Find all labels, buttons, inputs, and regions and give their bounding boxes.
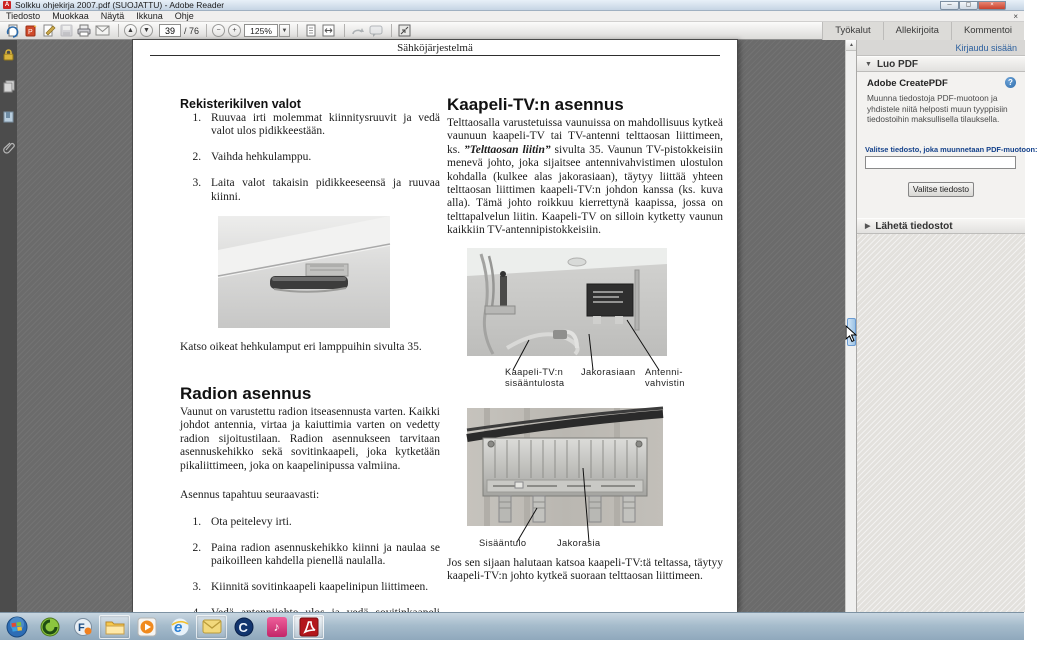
page-total-label: / 76 xyxy=(184,25,200,36)
menu-bar xyxy=(0,11,1024,22)
paragraph-text: sivulta 35. Vaunun TV-pistokkeisiin menevä johto, joka sijaitsee antennivahvistimen ulostulon kohdalla (kulkee alas jakorasiaan), täytyy liittää yhteen telttaosan liittimen kaapeli-TV:n johdon kanssa (ks. kuva alla). Tämä johto roikkuu kierrettynä kaapissa, jossa on telttapalvelun liitin. Kaapeli-TV on silloin kytketty vaunun kaikkiin TV-antennipistokkeisiin. xyxy=(447,143,723,237)
taskbar-icon-internet-explorer[interactable] xyxy=(163,614,196,640)
svg-text:e: e xyxy=(173,618,182,636)
photo-label: Jakorasia xyxy=(557,538,601,548)
chevron-right-icon: ▶ xyxy=(865,223,871,230)
close-button[interactable]: × xyxy=(978,1,1006,10)
document-view[interactable] xyxy=(17,40,845,612)
create-pdf-icon[interactable] xyxy=(23,24,38,38)
taskbar-icon-email-client[interactable] xyxy=(196,615,227,639)
mouse-cursor xyxy=(845,325,857,343)
security-lock-icon[interactable] xyxy=(3,48,14,66)
list-item: 2. Paina radion asennuskehikko kiinni ja naulaa se paikoilleen kahdella pienellä naulalla. xyxy=(204,542,440,569)
send-files-section-header[interactable] xyxy=(857,218,1025,234)
share-icon[interactable] xyxy=(350,24,365,38)
svg-text:F: F xyxy=(77,621,85,634)
page-number-input[interactable] xyxy=(159,24,181,37)
photo-label: Kaapeli-TV:n sisääntulosta xyxy=(505,367,565,388)
taskbar-icon-green-media-app[interactable] xyxy=(33,614,66,640)
panel-tabs xyxy=(822,22,1024,40)
start-button[interactable] xyxy=(0,614,33,640)
window-controls xyxy=(940,1,1006,10)
heading-radion-asennus: Radion asennus xyxy=(180,384,312,403)
toolbar-separator xyxy=(206,24,207,37)
windows-taskbar xyxy=(0,612,1024,640)
scroll-up-arrow[interactable]: ▲ xyxy=(846,40,857,51)
zoom-in-icon[interactable]: + xyxy=(228,24,241,37)
tab-kommentoi[interactable]: Kommentoi xyxy=(951,22,1024,40)
tab-allekirjoita[interactable]: Allekirjoita xyxy=(883,22,951,40)
zoom-dropdown-caret-icon[interactable]: ▼ xyxy=(279,24,290,37)
list-item: 1. Ruuvaa irti molemmat kiinnitysruuvit ja vedä valot ulos pidikkeestään. xyxy=(204,112,440,139)
taskbar-icon-security-app[interactable] xyxy=(66,614,99,640)
previous-page-icon[interactable]: ▲ xyxy=(124,24,137,37)
section-title: Lähetä tiedostot xyxy=(875,220,953,232)
bookmarks-icon[interactable] xyxy=(3,110,14,128)
cable-tv-paragraph xyxy=(447,117,723,238)
list-item: 1. Ota peitelevy irti. xyxy=(204,516,440,529)
list-item: 3. Laita valot takaisin pidikkeeseensä ja ruuvaa kiinni. xyxy=(204,177,440,204)
toolbar-separator xyxy=(391,24,392,37)
zoom-level-value[interactable]: 125% xyxy=(244,24,278,37)
sign-in-row xyxy=(857,40,1025,56)
toolbar-separator xyxy=(297,24,298,37)
list-item: 3. Kiinnitä sovitinkaapeli kaapelinipun liittimeen. xyxy=(204,581,440,594)
createpdf-description: Muunna tiedostoja PDF-muotoon ja yhdistele niitä helposti muun tyyppisiin tiedostoihin maksullisella tilauksella. xyxy=(867,93,1008,124)
create-pdf-section-header[interactable] xyxy=(857,56,1025,72)
file-select-label: Valitse tiedosto, joka muunnetaan PDF-muotoon: xyxy=(865,145,1037,154)
zoom-out-icon[interactable]: − xyxy=(212,24,225,37)
menu-muokkaa[interactable]: Muokkaa xyxy=(52,11,89,21)
taskbar-icon-media-player[interactable] xyxy=(130,614,163,640)
save-icon[interactable] xyxy=(59,24,74,38)
toolbar-separator xyxy=(118,24,119,37)
svg-text:C: C xyxy=(238,619,248,635)
navigation-pane-strip xyxy=(0,40,17,612)
telttaosan-liitin-reference: ”Telttaosan liitin” xyxy=(464,143,551,156)
radio-intro-line: Asennus tapahtuu seuraavasti: xyxy=(180,489,320,501)
panel-empty-area xyxy=(857,234,1025,612)
sign-icon[interactable] xyxy=(41,24,56,38)
menu-tiedosto[interactable]: Tiedosto xyxy=(6,11,41,21)
heading-rekisterikilven-valot: Rekisterikilven valot xyxy=(180,97,301,111)
antenna-amplifier-photo xyxy=(467,248,667,370)
help-icon[interactable]: ? xyxy=(1005,77,1016,88)
window-title: Solkku ohjekirja 2007.pdf (SUOJATTU) - Adobe Reader xyxy=(15,0,225,10)
email-icon[interactable] xyxy=(95,24,110,38)
taskbar-icon-music-app[interactable]: ♪ xyxy=(260,614,293,640)
pdf-page xyxy=(133,40,737,612)
fullscreen-icon[interactable] xyxy=(397,24,412,38)
attachments-paperclip-icon[interactable] xyxy=(3,141,15,159)
license-light-steps xyxy=(180,112,440,217)
radio-paragraph: Vaunut on varustettu radion itseasennusta varten. Kaikki johdot antennia, virtaa ja kaiuttimia varten on vedetty radion sijoitustilaan. Radion asennukseen tarvitaan asennuskehikko sekä sovitinkaapeli, joka kytketään pikaliittimeen, joka on kaapelinipussa valmiina. xyxy=(180,406,440,472)
photo-label: Jakorasiaan xyxy=(581,367,636,377)
running-header: Sähköjärjestelmä xyxy=(397,42,473,54)
choose-file-button[interactable]: Valitse tiedosto xyxy=(908,182,974,197)
menu-ikkuna[interactable]: Ikkuna xyxy=(136,11,163,21)
tools-panel xyxy=(856,40,1037,612)
heading-kaapeli-tv: Kaapeli-TV:n asennus xyxy=(447,95,624,114)
section-title: Luo PDF xyxy=(876,58,919,70)
adobe-createpdf-title: Adobe CreatePDF xyxy=(867,78,948,89)
adobe-reader-app-icon: A xyxy=(4,2,10,8)
taskbar-icon-windows-explorer[interactable] xyxy=(99,615,130,639)
next-page-icon[interactable]: ▼ xyxy=(140,24,153,37)
create-pdf-body xyxy=(857,72,1037,218)
taskbar-icon-blue-c-app[interactable] xyxy=(227,614,260,640)
distribution-box-photo xyxy=(467,408,663,542)
license-plate-light-photo xyxy=(218,216,390,328)
svg-text:P: P xyxy=(27,29,33,36)
toolbar-separator xyxy=(344,24,345,37)
scrolling-mode-icon[interactable] xyxy=(303,24,318,38)
file-name-input[interactable] xyxy=(865,156,1016,169)
taskbar-icon-adobe-reader[interactable] xyxy=(293,615,324,639)
bulb-note: Katso oikeat hehkulamput eri lamppuihin sivulta 35. xyxy=(180,341,422,353)
sign-in-link[interactable]: Kirjaudu sisään xyxy=(955,43,1017,53)
menu-ohje[interactable]: Ohje xyxy=(174,11,194,21)
tab-tyokalut[interactable]: Työkalut xyxy=(835,25,871,36)
fit-page-icon[interactable] xyxy=(321,24,336,38)
page-thumbnails-icon[interactable] xyxy=(3,79,15,97)
print-icon[interactable] xyxy=(77,24,92,38)
comment-tool-icon[interactable] xyxy=(368,24,383,38)
paragraph-text: Telttaosalla varustetuissa vaunuissa on mahdollisuus kytkeä vaunuun kaapeli-TV tai TV-antenni telttaosan liittimeen, ks. xyxy=(447,117,723,156)
photo-label: Sisääntulo xyxy=(479,538,527,548)
cable-tv-tent-paragraph: Jos sen sijaan halutaan katsoa kaapeli-TV:tä teltassa, täytyy kaapeli-TV:n johto kytkeä suoraan telttaosan liittimeen. xyxy=(447,557,723,583)
menu-nayta[interactable]: Näytä xyxy=(100,11,125,21)
maximize-button[interactable]: ▢ xyxy=(959,1,978,10)
chevron-down-icon: ▼ xyxy=(865,60,872,68)
toolbar-close-icon[interactable]: × xyxy=(1013,11,1018,21)
minimize-button[interactable]: ─ xyxy=(940,1,959,10)
header-rule xyxy=(150,55,720,56)
title-bar xyxy=(0,0,1024,11)
list-item: 2. Vaihda hehkulamppu. xyxy=(204,151,440,164)
photo-label: Antenni-vahvistin xyxy=(645,367,685,388)
open-file-icon[interactable] xyxy=(5,24,20,38)
